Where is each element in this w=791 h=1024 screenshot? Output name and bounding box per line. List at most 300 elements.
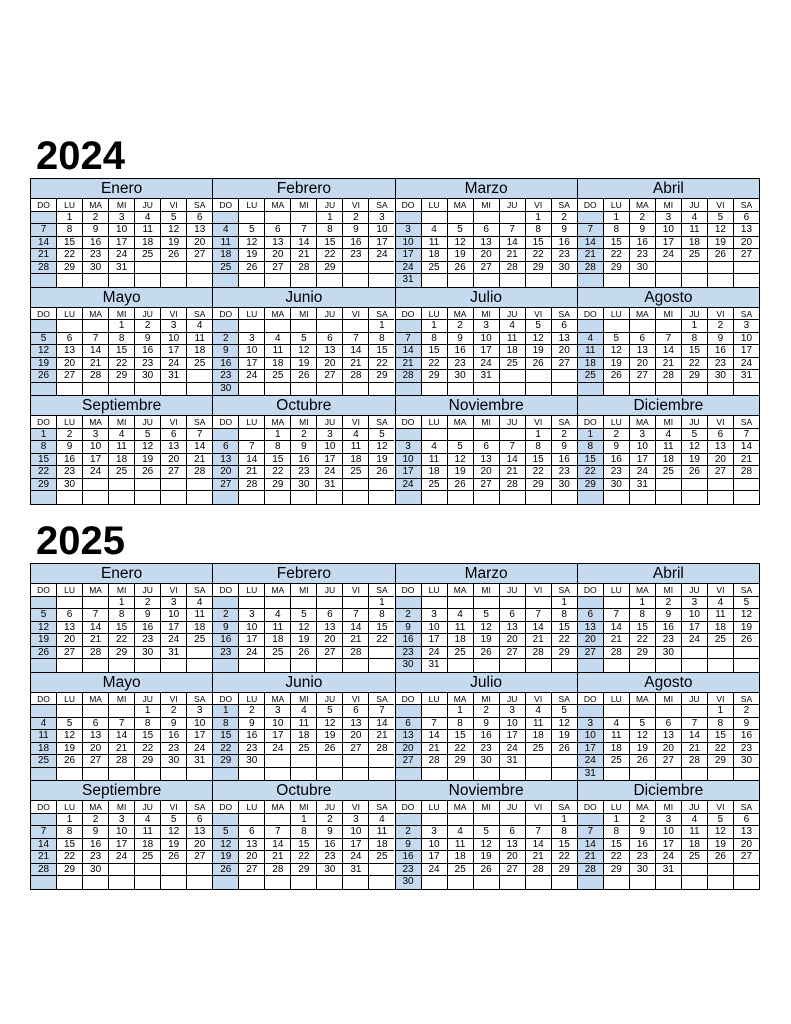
day-cell: 14 <box>31 839 57 852</box>
week-row <box>578 383 759 396</box>
day-cell: 5 <box>552 705 577 718</box>
day-cell: 2 <box>734 705 759 718</box>
day-cell: 24 <box>656 851 682 864</box>
day-cell: 31 <box>109 262 135 275</box>
month-name: Enero <box>31 564 212 584</box>
day-cell: 18 <box>682 839 708 852</box>
empty-day-cell <box>500 597 526 610</box>
empty-day-cell <box>500 491 526 504</box>
week-row <box>213 370 394 383</box>
day-cell: 22 <box>682 358 708 371</box>
day-cell: 12 <box>57 730 83 743</box>
day-cell: 7 <box>526 609 552 622</box>
day-cell: 10 <box>422 622 448 635</box>
day-cell: 6 <box>317 609 343 622</box>
weekday-header-row <box>396 416 577 429</box>
week-row <box>213 429 394 442</box>
empty-day-cell <box>317 755 343 768</box>
day-cell: 9 <box>630 826 656 839</box>
day-cell: 27 <box>474 479 500 492</box>
empty-day-cell <box>448 383 474 396</box>
day-cell: 27 <box>552 358 577 371</box>
day-cell: 15 <box>369 622 394 635</box>
empty-day-cell <box>734 491 759 504</box>
weekday-header: SA <box>552 308 577 321</box>
week-row <box>396 383 577 396</box>
day-cell: 4 <box>213 224 239 237</box>
day-cell: 5 <box>31 609 57 622</box>
day-cell: 29 <box>526 262 552 275</box>
day-cell: 11 <box>500 333 526 346</box>
empty-day-cell <box>552 383 577 396</box>
empty-day-cell <box>396 429 422 442</box>
weekday-header: MA <box>265 416 291 429</box>
day-cell: 19 <box>526 345 552 358</box>
day-cell: 17 <box>474 345 500 358</box>
weekday-header: MI <box>291 801 317 814</box>
month-noviembre-2024 <box>396 396 578 505</box>
empty-day-cell <box>187 864 212 877</box>
day-cell: 6 <box>474 224 500 237</box>
day-cell: 22 <box>291 851 317 864</box>
day-cell: 8 <box>291 826 317 839</box>
day-cell: 16 <box>343 237 369 250</box>
week-row <box>31 609 212 622</box>
day-cell: 15 <box>213 730 239 743</box>
month-row <box>31 781 760 890</box>
day-cell: 22 <box>57 851 83 864</box>
empty-day-cell <box>31 659 57 672</box>
empty-day-cell <box>448 814 474 827</box>
weekday-header: LU <box>57 199 83 212</box>
day-cell: 24 <box>422 647 448 660</box>
day-cell: 16 <box>317 839 343 852</box>
day-cell: 26 <box>526 358 552 371</box>
weekday-header: SA <box>734 801 759 814</box>
empty-day-cell <box>708 479 734 492</box>
weekday-header: JU <box>317 308 343 321</box>
day-cell: 12 <box>291 622 317 635</box>
day-cell: 27 <box>734 851 759 864</box>
day-cell: 11 <box>135 826 161 839</box>
weekday-header: DO <box>213 693 239 706</box>
day-cell: 12 <box>630 730 656 743</box>
day-cell: 21 <box>682 743 708 756</box>
weekday-header: VI <box>161 199 187 212</box>
weekday-header: MA <box>630 801 656 814</box>
day-cell: 28 <box>343 370 369 383</box>
week-row <box>31 491 212 504</box>
week-row <box>213 466 394 479</box>
day-cell: 29 <box>552 864 577 877</box>
day-cell: 14 <box>578 237 604 250</box>
day-cell: 2 <box>708 320 734 333</box>
weekday-header: MI <box>291 199 317 212</box>
day-cell: 15 <box>448 730 474 743</box>
day-cell: 22 <box>213 743 239 756</box>
weekday-header: DO <box>578 199 604 212</box>
day-cell: 27 <box>578 647 604 660</box>
weekday-header: MA <box>448 801 474 814</box>
day-cell: 12 <box>369 441 394 454</box>
month-enero-2024 <box>31 179 213 288</box>
empty-day-cell <box>187 370 212 383</box>
day-cell: 19 <box>31 358 57 371</box>
week-row <box>578 454 759 467</box>
week-row <box>213 479 394 492</box>
week-row <box>396 358 577 371</box>
day-cell: 22 <box>630 634 656 647</box>
empty-day-cell <box>708 491 734 504</box>
day-cell: 5 <box>448 224 474 237</box>
day-cell: 9 <box>552 441 577 454</box>
day-cell: 12 <box>448 454 474 467</box>
day-cell: 2 <box>552 212 577 225</box>
day-cell: 4 <box>682 212 708 225</box>
week-row <box>31 383 212 396</box>
day-cell: 20 <box>161 454 187 467</box>
month-name: Julio <box>396 288 577 308</box>
week-row <box>578 237 759 250</box>
day-cell: 1 <box>317 212 343 225</box>
weekday-header: MI <box>109 584 135 597</box>
day-cell: 19 <box>239 249 265 262</box>
weekday-header: SA <box>552 584 577 597</box>
day-cell: 8 <box>213 718 239 731</box>
day-cell: 10 <box>187 718 212 731</box>
week-row <box>396 224 577 237</box>
month-julio-2024 <box>396 288 578 397</box>
day-cell: 29 <box>422 370 448 383</box>
weekday-header-row <box>396 801 577 814</box>
week-row <box>31 647 212 660</box>
weekday-header: SA <box>369 416 394 429</box>
day-cell: 2 <box>656 597 682 610</box>
empty-day-cell <box>239 274 265 287</box>
day-cell: 16 <box>734 730 759 743</box>
empty-day-cell <box>291 755 317 768</box>
day-cell: 12 <box>161 224 187 237</box>
day-cell: 25 <box>578 370 604 383</box>
day-cell: 12 <box>734 609 759 622</box>
day-cell: 8 <box>109 609 135 622</box>
empty-day-cell <box>213 320 239 333</box>
day-cell: 24 <box>369 249 394 262</box>
month-diciembre-2025 <box>578 781 760 890</box>
day-cell: 24 <box>317 466 343 479</box>
day-cell: 11 <box>369 826 394 839</box>
empty-day-cell <box>604 659 630 672</box>
empty-day-cell <box>656 768 682 781</box>
day-cell: 21 <box>109 743 135 756</box>
day-cell: 10 <box>396 237 422 250</box>
week-row <box>396 659 577 672</box>
empty-day-cell <box>213 814 239 827</box>
day-cell: 4 <box>682 814 708 827</box>
day-cell: 17 <box>656 839 682 852</box>
day-cell: 15 <box>109 622 135 635</box>
day-cell: 19 <box>161 839 187 852</box>
weekday-header: SA <box>734 199 759 212</box>
day-cell: 8 <box>135 718 161 731</box>
day-cell: 28 <box>83 370 109 383</box>
day-cell: 31 <box>161 370 187 383</box>
day-cell: 25 <box>708 634 734 647</box>
weekday-header: DO <box>31 693 57 706</box>
weekday-header: DO <box>578 693 604 706</box>
day-cell: 7 <box>265 826 291 839</box>
empty-day-cell <box>187 647 212 660</box>
empty-day-cell <box>396 320 422 333</box>
day-cell: 29 <box>135 755 161 768</box>
day-cell: 14 <box>343 345 369 358</box>
empty-day-cell <box>291 659 317 672</box>
day-cell: 6 <box>734 814 759 827</box>
day-cell: 25 <box>500 358 526 371</box>
weekday-header: MA <box>448 416 474 429</box>
empty-day-cell <box>448 768 474 781</box>
weekday-header: MA <box>265 801 291 814</box>
empty-day-cell <box>526 814 552 827</box>
day-cell: 19 <box>734 622 759 635</box>
week-row <box>396 274 577 287</box>
empty-day-cell <box>265 320 291 333</box>
day-cell: 11 <box>578 345 604 358</box>
day-cell: 29 <box>213 755 239 768</box>
weekday-header: JU <box>682 199 708 212</box>
day-cell: 7 <box>526 826 552 839</box>
empty-day-cell <box>317 768 343 781</box>
day-cell: 9 <box>161 718 187 731</box>
day-cell: 23 <box>291 466 317 479</box>
day-cell: 27 <box>317 647 343 660</box>
month-name: Febrero <box>213 179 394 199</box>
day-cell: 24 <box>682 634 708 647</box>
week-row <box>578 345 759 358</box>
day-cell: 5 <box>448 441 474 454</box>
month-name: Noviembre <box>396 781 577 801</box>
month-abril-2024 <box>578 179 760 288</box>
day-cell: 6 <box>734 212 759 225</box>
day-cell: 9 <box>343 224 369 237</box>
day-cell: 14 <box>83 622 109 635</box>
day-cell: 2 <box>135 320 161 333</box>
weekday-header: JU <box>500 416 526 429</box>
day-cell: 18 <box>135 237 161 250</box>
week-row <box>578 634 759 647</box>
weekday-header: LU <box>239 693 265 706</box>
day-cell: 24 <box>734 358 759 371</box>
day-cell: 16 <box>213 358 239 371</box>
weekday-header: MI <box>474 693 500 706</box>
week-row <box>578 876 759 889</box>
empty-day-cell <box>213 491 239 504</box>
day-cell: 22 <box>369 358 394 371</box>
day-cell: 29 <box>708 755 734 768</box>
empty-day-cell <box>265 383 291 396</box>
month-mayo-2025 <box>31 673 213 782</box>
year-title-2025: 2025 <box>36 519 125 563</box>
day-cell: 6 <box>500 609 526 622</box>
empty-day-cell <box>213 274 239 287</box>
day-cell: 27 <box>396 755 422 768</box>
day-cell: 1 <box>578 429 604 442</box>
weekday-header: MI <box>291 416 317 429</box>
day-cell: 12 <box>448 237 474 250</box>
day-cell: 16 <box>213 634 239 647</box>
day-cell: 19 <box>630 743 656 756</box>
weekday-header: MI <box>291 308 317 321</box>
weekday-header: LU <box>239 584 265 597</box>
week-row <box>578 659 759 672</box>
day-cell: 20 <box>656 743 682 756</box>
week-row <box>31 705 212 718</box>
day-cell: 21 <box>526 634 552 647</box>
empty-day-cell <box>448 876 474 889</box>
week-row <box>31 224 212 237</box>
empty-day-cell <box>682 262 708 275</box>
year-calendar-2025 <box>30 563 760 890</box>
day-cell: 21 <box>83 634 109 647</box>
day-cell: 4 <box>448 826 474 839</box>
week-row <box>31 876 212 889</box>
week-row <box>578 743 759 756</box>
day-cell: 3 <box>161 597 187 610</box>
empty-day-cell <box>396 768 422 781</box>
week-row <box>396 705 577 718</box>
day-cell: 21 <box>604 634 630 647</box>
day-cell: 17 <box>343 839 369 852</box>
week-row <box>213 647 394 660</box>
empty-day-cell <box>500 768 526 781</box>
empty-day-cell <box>474 597 500 610</box>
weekday-header-row <box>578 308 759 321</box>
day-cell: 23 <box>239 743 265 756</box>
weekday-header: MI <box>109 693 135 706</box>
day-cell: 17 <box>187 730 212 743</box>
day-cell: 28 <box>526 864 552 877</box>
day-cell: 24 <box>422 864 448 877</box>
week-row <box>396 333 577 346</box>
day-cell: 16 <box>474 730 500 743</box>
weekday-header: LU <box>239 801 265 814</box>
day-cell: 13 <box>213 454 239 467</box>
empty-day-cell <box>474 814 500 827</box>
weekday-header: JU <box>682 801 708 814</box>
day-cell: 9 <box>396 839 422 852</box>
day-cell: 23 <box>396 647 422 660</box>
day-cell: 26 <box>708 249 734 262</box>
weekday-header: JU <box>135 308 161 321</box>
day-cell: 1 <box>109 320 135 333</box>
weekday-header: MA <box>448 308 474 321</box>
day-cell: 17 <box>161 622 187 635</box>
week-row <box>578 839 759 852</box>
week-row <box>578 491 759 504</box>
day-cell: 13 <box>239 839 265 852</box>
empty-day-cell <box>109 491 135 504</box>
day-cell: 10 <box>239 345 265 358</box>
day-cell: 20 <box>474 466 500 479</box>
day-cell: 13 <box>734 826 759 839</box>
weekday-header: JU <box>135 801 161 814</box>
weekday-header: MA <box>265 693 291 706</box>
day-cell: 27 <box>213 479 239 492</box>
day-cell: 20 <box>708 454 734 467</box>
day-cell: 14 <box>578 839 604 852</box>
day-cell: 7 <box>239 441 265 454</box>
day-cell: 6 <box>343 705 369 718</box>
day-cell: 26 <box>448 479 474 492</box>
day-cell: 3 <box>396 441 422 454</box>
empty-day-cell <box>317 876 343 889</box>
day-cell: 15 <box>422 345 448 358</box>
empty-day-cell <box>630 274 656 287</box>
week-row <box>396 370 577 383</box>
day-cell: 13 <box>343 718 369 731</box>
weekday-header: MI <box>474 801 500 814</box>
empty-day-cell <box>31 705 57 718</box>
day-cell: 1 <box>448 705 474 718</box>
day-cell: 18 <box>31 743 57 756</box>
week-row <box>213 814 394 827</box>
day-cell: 22 <box>109 634 135 647</box>
month-name: Septiembre <box>31 396 212 416</box>
day-cell: 2 <box>396 609 422 622</box>
day-cell: 7 <box>31 224 57 237</box>
day-cell: 3 <box>500 705 526 718</box>
weekday-header: DO <box>213 308 239 321</box>
day-cell: 27 <box>474 262 500 275</box>
empty-day-cell <box>422 274 448 287</box>
weekday-header: VI <box>161 801 187 814</box>
day-cell: 27 <box>187 249 212 262</box>
empty-day-cell <box>161 262 187 275</box>
empty-day-cell <box>213 429 239 442</box>
day-cell: 28 <box>526 647 552 660</box>
empty-day-cell <box>369 659 394 672</box>
day-cell: 21 <box>31 249 57 262</box>
day-cell: 28 <box>31 864 57 877</box>
day-cell: 1 <box>604 814 630 827</box>
day-cell: 3 <box>239 609 265 622</box>
empty-day-cell <box>265 212 291 225</box>
day-cell: 30 <box>604 479 630 492</box>
day-cell: 6 <box>161 429 187 442</box>
day-cell: 9 <box>239 718 265 731</box>
day-cell: 25 <box>448 647 474 660</box>
month-name: Junio <box>213 288 394 308</box>
week-row <box>578 224 759 237</box>
day-cell: 13 <box>500 622 526 635</box>
day-cell: 4 <box>369 814 394 827</box>
day-cell: 30 <box>83 864 109 877</box>
day-cell: 23 <box>83 851 109 864</box>
day-cell: 10 <box>500 718 526 731</box>
day-cell: 15 <box>265 454 291 467</box>
day-cell: 7 <box>187 429 212 442</box>
day-cell: 24 <box>109 851 135 864</box>
day-cell: 5 <box>734 597 759 610</box>
day-cell: 26 <box>31 647 57 660</box>
week-row <box>396 320 577 333</box>
day-cell: 8 <box>422 333 448 346</box>
empty-day-cell <box>526 370 552 383</box>
day-cell: 20 <box>317 634 343 647</box>
day-cell: 16 <box>630 839 656 852</box>
empty-day-cell <box>526 383 552 396</box>
empty-day-cell <box>369 755 394 768</box>
